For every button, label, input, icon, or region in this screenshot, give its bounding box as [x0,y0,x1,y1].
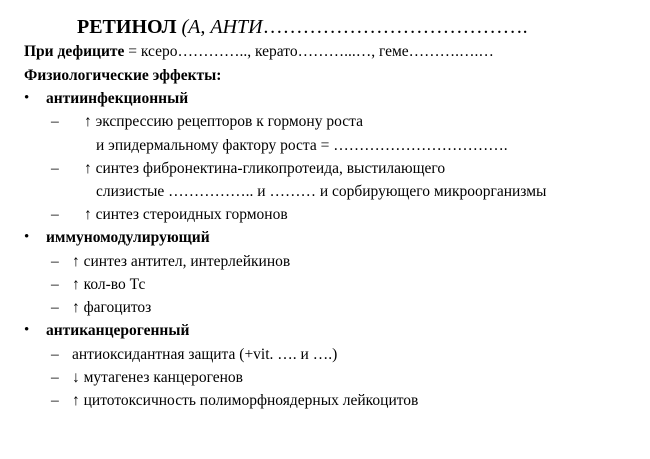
bullet-icon: • [24,229,30,245]
list-item [72,370,243,386]
dash-icon: – [51,160,59,177]
arrow-up-icon: ↑ [72,276,80,293]
title-italic: (А, АНТИ [181,16,263,38]
list-item-text: антиоксидантная защита (+vit. …. и ….) [72,346,338,363]
list-item [84,161,445,177]
dash-icon: – [51,206,59,223]
list-item-text: синтез фибронектина-гликопротеида, выстилающего [95,160,446,177]
list-item-text: кол-во Тс [83,276,146,293]
bullet-icon: • [24,90,30,106]
list-item [72,347,337,363]
title-dots: …………………………………. [262,16,528,38]
dash-icon: – [51,369,59,386]
arrow-up-icon: ↑ [72,299,80,316]
list-item [84,114,363,130]
list-item-text: цитотоксичность полиморфноядерных лейкоцитов [83,392,419,409]
arrow-up-icon: ↑ [72,392,80,409]
list-item-text: синтез стероидных гормонов [95,206,288,223]
list-item [72,393,418,409]
list-item-text: фагоцитоз [83,299,152,316]
effects-heading: Физиологические эффекты: [24,67,222,84]
arrow-up-icon: ↑ [84,206,92,223]
deficit-label: При дефиците [24,43,125,60]
list-item [72,254,290,270]
section-heading-antiinfection: антиинфекционный [46,90,189,107]
arrow-down-icon: ↓ [72,369,80,386]
deficit-text: = ксеро………….., керато………...…, геме……….….… [124,43,494,60]
list-item-text: мутагенез канцерогенов [83,369,243,386]
dash-icon: – [51,113,59,130]
dash-icon: – [51,299,59,316]
list-item-text: синтез антител, интерлейкинов [83,253,291,270]
list-item [72,300,151,316]
dash-icon: – [51,346,59,363]
section-heading-immunomodulating: иммуномодулирующий [46,229,210,246]
list-item [84,207,288,223]
list-item-continuation: слизистые …………….. и ……… и сорбирующего микроорганизмы [96,183,547,200]
section-heading-anticarcinogenic: антиканцерогенный [46,322,190,339]
arrow-up-icon: ↑ [84,160,92,177]
arrow-up-icon: ↑ [72,253,80,270]
bullet-icon: • [24,322,30,338]
list-item-text: экспрессию рецепторов к гормону роста [95,113,363,130]
page-title [77,17,528,37]
title-main: РЕТИНОЛ [77,16,177,38]
dash-icon: – [51,276,59,293]
arrow-up-icon: ↑ [84,113,92,130]
list-item [72,277,145,293]
list-item-continuation: и эпидермальному фактору роста = ……………………………. [96,137,508,154]
deficit-line [24,44,494,60]
dash-icon: – [51,392,59,409]
dash-icon: – [51,253,59,270]
